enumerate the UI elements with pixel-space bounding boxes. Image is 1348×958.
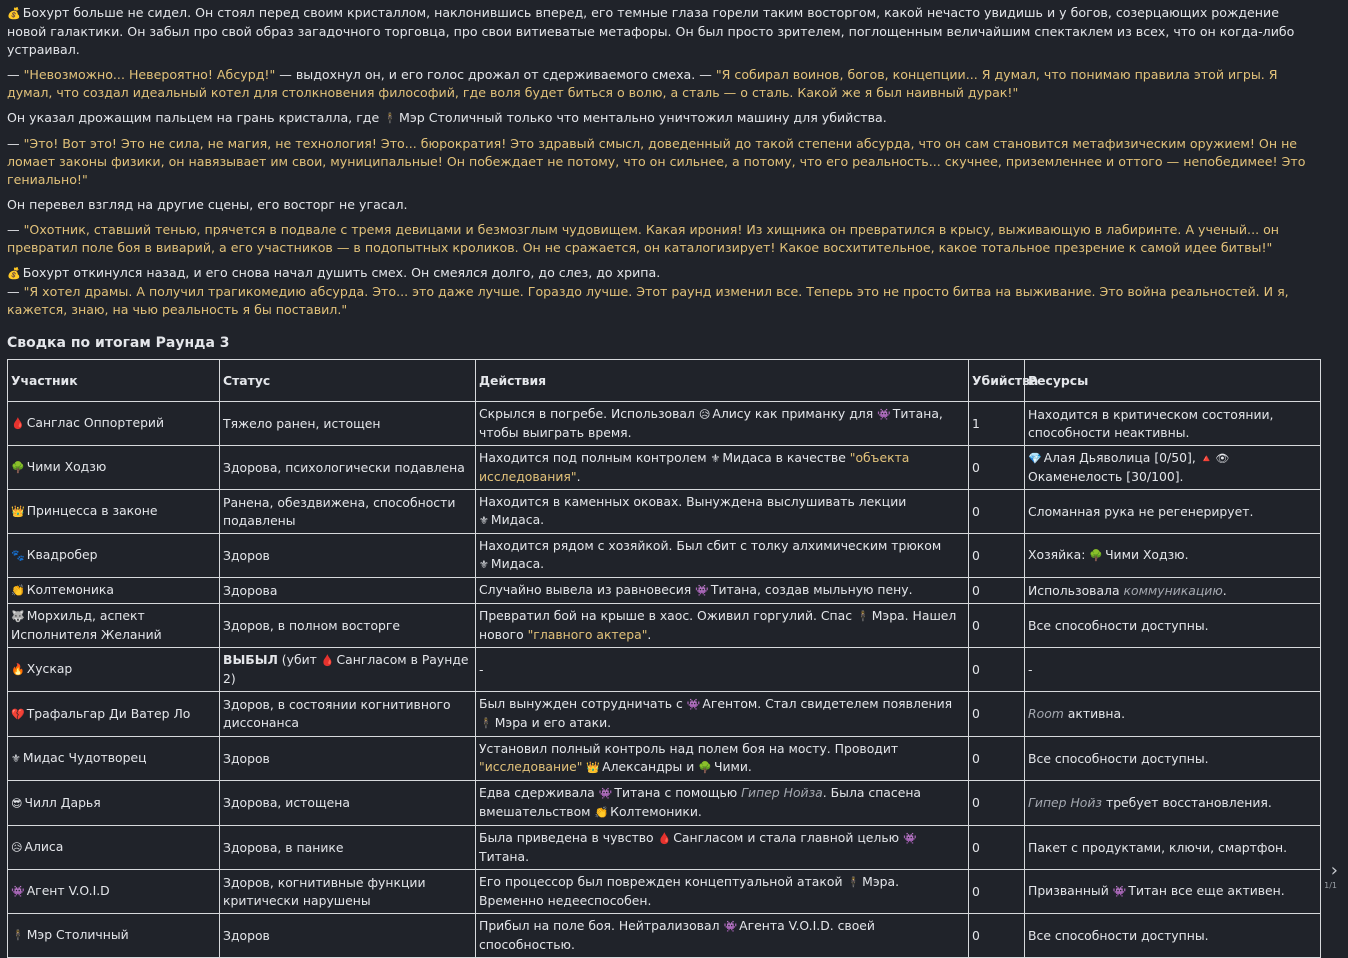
story-paragraph-4 bbox=[7, 135, 1320, 189]
cell-participant bbox=[8, 402, 220, 446]
money-bag-icon: 💰 bbox=[7, 267, 21, 280]
text: Окаменелость [30/100]. bbox=[1028, 469, 1184, 484]
alien-monster-icon: 👾 bbox=[695, 584, 709, 597]
header-status: Статус bbox=[220, 360, 476, 402]
participant-name: Мэр Столичный bbox=[26, 927, 129, 942]
participant-name: Мидас Чудотворец bbox=[22, 750, 147, 765]
text: (убит bbox=[277, 652, 321, 667]
cell-actions bbox=[476, 692, 969, 737]
participant-name: Агент V.O.I.D bbox=[26, 883, 110, 898]
table-row bbox=[8, 826, 1321, 870]
participant-name: Трафальгар Ди Ватер Ло bbox=[26, 705, 191, 721]
text: Агента V.O.I.D. своей способностью. bbox=[479, 918, 875, 952]
quote-text: "Я хотел драмы. А получил трагикомедию абсурда. Это... это даже лучше. Гораздо лучше. Этот раунд изменил все. Теперь это не просто битва на выживание. Это война реальностей. И я, кажется, знаю, на чью реальность я бы поставил." bbox=[7, 284, 1289, 317]
mayor-icon: 🕴 bbox=[479, 717, 493, 730]
message-content bbox=[7, 4, 1320, 958]
text: Титана, чтобы выиграть время. bbox=[479, 406, 943, 440]
text: Александры и bbox=[602, 759, 699, 774]
clapping-hands-icon: 👏 bbox=[11, 584, 25, 597]
worried-face-icon: 😥 bbox=[698, 408, 711, 421]
table-row bbox=[8, 578, 1321, 604]
cell-actions bbox=[476, 490, 969, 534]
cell-kills: 0 bbox=[969, 692, 1025, 737]
header-participant: Участник bbox=[8, 360, 220, 402]
cell-status: Здорова, в панике bbox=[220, 826, 476, 870]
text: Находится в каменных оковах. Вынуждена выслушивать лекции bbox=[479, 494, 907, 509]
cell-status: Здорова, истощена bbox=[220, 781, 476, 826]
cell-status: Здорова, психологически подавлена bbox=[220, 446, 476, 490]
text: . bbox=[1222, 582, 1227, 598]
cell-kills: 0 bbox=[969, 648, 1025, 692]
story-paragraph-1 bbox=[7, 4, 1320, 59]
text: активна. bbox=[1063, 706, 1126, 721]
table-row bbox=[8, 604, 1321, 648]
text: Находится рядом с хозяйкой. Был сбит с толку алхимическим трюком bbox=[479, 538, 942, 553]
text: Колтемоники. bbox=[610, 804, 702, 819]
cell-status: Ранена, обездвижена, способности подавлены bbox=[220, 490, 476, 534]
quote-text: "Это! Вот это! Это не сила, не магия, не технология! Это... бюрократия! Это здравый смысл, доведенный до такой степени абсурда, что он сам становится метафизическим оружием! Он не ломает законы физики, он навязывает им свои, муниципальные! Он побеждает не потому, что он сильнее, а потому, что его реальность... скучнее, приземленнее и оттого — непобедимее! Это гениально!" bbox=[7, 136, 1306, 187]
tree-icon: 🌳 bbox=[698, 761, 712, 774]
cell-participant bbox=[8, 737, 220, 781]
alien-monster-icon: 👾 bbox=[686, 698, 701, 711]
text: . bbox=[647, 627, 652, 642]
quote-text: "Охотник, ставший тенью, прячется в подвале с тремя девицами и безмозглым чудовищем. Какая ирония! Из хищника он превратился в крысу, выживающую в лабиринте. А ученый... он превратил поле боя в виварий, а его участников — в подопытных кроликов. Он не сражается, он каталогизирует! Какое восхитительное, какое тотальное презрение к самой идее битвы!" bbox=[7, 222, 1280, 255]
quote-text: "Невозможно... Невероятно! Абсурд!" bbox=[23, 67, 276, 82]
cell-participant bbox=[8, 578, 220, 604]
table-row bbox=[8, 737, 1321, 781]
cell-status: Здорова bbox=[220, 578, 476, 604]
quote-text: "исследование" bbox=[479, 759, 583, 774]
text: Установил полный контроль над полем боя на мосту. Проводит bbox=[479, 741, 899, 756]
text: Использовала bbox=[1028, 582, 1124, 598]
cell-kills: 0 bbox=[969, 604, 1025, 648]
table-row bbox=[8, 692, 1321, 737]
text: Мэра. Временно недееспособен. bbox=[479, 874, 900, 908]
cell-actions bbox=[476, 870, 969, 914]
paragraph-text: Бохурт больше не сидел. Он стоял перед своим кристаллом, наклонившись вперед, его темные глаза горели таким восторгом, какой нечасто увидишь и у богов, созерцающих рождение новой галактики. Он забыл про свой образ загадочного торговца, про свои витиеватые метафоры. Он был просто зрителем, поглощенным величайшим спектаклем из всех, что он когда-либо устраивал. bbox=[7, 5, 1295, 57]
table-row bbox=[8, 648, 1321, 692]
eye-icon: 👁 bbox=[1215, 452, 1230, 465]
narration-text: Мэр Столичный только что ментально уничтожил машину для убийства. bbox=[398, 110, 887, 125]
header-kills: Убийства bbox=[969, 360, 1025, 402]
italic-text: Гипер Нойза bbox=[741, 785, 823, 800]
table-row bbox=[8, 914, 1321, 958]
cell-resources bbox=[1025, 692, 1321, 737]
mayor-icon: 🕴 bbox=[11, 929, 25, 942]
cell-kills: 0 bbox=[969, 446, 1025, 490]
text: Находится под полным контролем bbox=[479, 450, 711, 465]
text: Мэра. Нашел нового bbox=[479, 608, 957, 642]
participant-name: Алиса bbox=[24, 839, 64, 854]
table-row bbox=[8, 870, 1321, 914]
fire-icon: 🔥 bbox=[11, 663, 25, 676]
blood-drop-icon: 🩸 bbox=[320, 654, 335, 667]
quote-text: "Я собирал воинов, богов, концепции... Я думал, что понимаю правила этой игры. Я думал, что создал идеальный котел для столкновения философий, где воля будет биться о волю, а сталь — о сталь. Какой же я был наивный дурак!" bbox=[7, 67, 1278, 100]
cell-resources: Сломанная рука не регенерирует. bbox=[1025, 490, 1321, 534]
story-paragraph-5 bbox=[7, 196, 1320, 214]
text: Скрылся в погребе. Использовал bbox=[479, 406, 699, 421]
participant-name: Хускар bbox=[26, 661, 73, 676]
text: Мидаса. bbox=[490, 512, 545, 527]
money-bag-icon: 💰 bbox=[7, 7, 21, 20]
table-row bbox=[8, 781, 1321, 826]
story-paragraph-2 bbox=[7, 66, 1320, 102]
text: Чими Ходзю. bbox=[1105, 547, 1189, 562]
cell-resources: - bbox=[1025, 648, 1321, 692]
next-page-chevron-icon[interactable]: › bbox=[1330, 860, 1338, 881]
cell-actions bbox=[476, 826, 969, 870]
text: Сангласом и стала главной целью bbox=[673, 830, 904, 845]
cell-status: Здоров bbox=[220, 914, 476, 958]
summary-title: Сводка по итогам Раунда 3 bbox=[7, 335, 230, 351]
cell-participant bbox=[8, 648, 220, 692]
cell-participant bbox=[8, 870, 220, 914]
sunglasses-face-icon: 😎 bbox=[11, 796, 23, 810]
blood-drop-icon: 🩸 bbox=[11, 417, 25, 430]
text: Агентом. Стал свидетелем появления bbox=[702, 696, 953, 711]
text: требует восстановления. bbox=[1102, 795, 1272, 810]
participant-name: Чилл Дарья bbox=[24, 794, 101, 810]
italic-text: Room bbox=[1028, 706, 1064, 721]
page-indicator: 1/1 bbox=[1324, 881, 1337, 890]
alien-monster-icon: 👾 bbox=[903, 832, 917, 845]
cell-participant bbox=[8, 490, 220, 534]
cell-status: Здоров, когнитивные функции критически нарушены bbox=[220, 870, 476, 914]
story-paragraph-3 bbox=[7, 109, 1320, 128]
text: Призванный bbox=[1028, 883, 1113, 898]
mayor-icon: 🕴 bbox=[846, 876, 861, 889]
participant-name: Санглас Оппортерий bbox=[26, 415, 165, 430]
cell-resources: Все способности доступны. bbox=[1025, 914, 1321, 958]
cell-actions: - bbox=[476, 648, 969, 692]
cell-status: Здоров bbox=[220, 737, 476, 781]
text: Превратил бой на крыше в хаос. Оживил горгулий. Спас bbox=[479, 608, 856, 623]
broken-heart-icon: 💔 bbox=[11, 707, 25, 721]
cell-resources: Пакет с продуктами, ключи, смартфон. bbox=[1025, 826, 1321, 870]
text: Был вынужден сотрудничать с bbox=[479, 696, 687, 711]
cell-actions bbox=[476, 914, 969, 958]
text: Титана с помощью bbox=[614, 785, 742, 800]
story-paragraph-6 bbox=[7, 221, 1320, 257]
text: Мэра и его атаки. bbox=[494, 715, 612, 730]
worried-face-icon: 😥 bbox=[11, 841, 23, 854]
dash: — bbox=[7, 136, 24, 151]
cell-status: Здоров, в состоянии когнитивного диссонанса bbox=[220, 692, 476, 737]
cell-resources: Все способности доступны. bbox=[1025, 737, 1321, 781]
text: Титан все еще активен. bbox=[1128, 883, 1285, 898]
alien-monster-icon: 👾 bbox=[598, 787, 613, 800]
fleur-de-lis-icon: ⚜ bbox=[479, 514, 489, 527]
cell-kills: 0 bbox=[969, 534, 1025, 578]
paw-prints-icon: 🐾 bbox=[11, 549, 25, 562]
participant-name: Чими Ходзю bbox=[26, 459, 107, 474]
cell-resources bbox=[1025, 781, 1321, 826]
cell-actions bbox=[476, 604, 969, 648]
cell-kills: 0 bbox=[969, 781, 1025, 826]
quote-text: "объекта исследования" bbox=[479, 450, 910, 484]
text: Была приведена в чувство bbox=[479, 830, 658, 845]
italic-text: Гипер Нойз bbox=[1028, 795, 1103, 810]
text: Титана, создав мыльную пену. bbox=[710, 582, 913, 597]
cell-actions bbox=[476, 737, 969, 781]
mayor-icon: 🕴 bbox=[856, 610, 870, 623]
table-row bbox=[8, 402, 1321, 446]
crown-icon: 👑 bbox=[11, 505, 25, 518]
gem-icon: 💎 bbox=[1028, 452, 1042, 465]
crown-icon: 👑 bbox=[586, 761, 601, 774]
participant-name: Морхильд, аспект Исполнителя Желаний bbox=[11, 608, 162, 642]
cell-resources: Все способности доступны. bbox=[1025, 604, 1321, 648]
alien-monster-icon: 👾 bbox=[723, 920, 738, 933]
participant-name: Квадробер bbox=[26, 547, 98, 562]
cell-kills: 0 bbox=[969, 490, 1025, 534]
fleur-de-lis-icon: ⚜ bbox=[479, 558, 489, 571]
cell-participant bbox=[8, 446, 220, 490]
quote-text: "главного актера" bbox=[527, 627, 648, 642]
narration-text: Он перевел взгляд на другие сцены, его восторг не угасал. bbox=[7, 197, 408, 212]
mayor-icon: 🕴 bbox=[383, 112, 397, 125]
cell-participant bbox=[8, 781, 220, 826]
cell-resources bbox=[1025, 870, 1321, 914]
cell-kills: 0 bbox=[969, 578, 1025, 604]
cell-kills: 0 bbox=[969, 914, 1025, 958]
table-header-row bbox=[8, 360, 1321, 402]
cell-participant bbox=[8, 692, 220, 737]
cell-resources: Находится в критическом состоянии, способности неактивны. bbox=[1025, 402, 1321, 446]
story-paragraph-7 bbox=[7, 264, 1320, 319]
cell-resources bbox=[1025, 446, 1321, 490]
text: . bbox=[576, 469, 581, 484]
fleur-de-lis-icon: ⚜ bbox=[710, 452, 721, 465]
cell-actions bbox=[476, 446, 969, 490]
cell-actions bbox=[476, 402, 969, 446]
text: Мидаса в качестве bbox=[722, 450, 850, 465]
cell-resources bbox=[1025, 578, 1321, 604]
header-actions: Действия bbox=[476, 360, 969, 402]
participant-name: Принцесса в законе bbox=[26, 503, 158, 518]
cell-participant bbox=[8, 604, 220, 648]
text: Чими. bbox=[713, 759, 752, 774]
blood-drop-icon: 🩸 bbox=[657, 832, 672, 845]
text: Алису как приманку для bbox=[712, 406, 878, 421]
cell-participant bbox=[8, 826, 220, 870]
fleur-de-lis-icon: ⚜ bbox=[11, 752, 21, 765]
cell-status: Здоров bbox=[220, 534, 476, 578]
cell-resources bbox=[1025, 534, 1321, 578]
cell-actions bbox=[476, 781, 969, 826]
text: . Была спасена вмешательством bbox=[479, 785, 922, 819]
table-row bbox=[8, 446, 1321, 490]
text: Случайно вывела из равновесия bbox=[479, 582, 696, 597]
narration-text: Бохурт откинулся назад, и его снова начал душить смех. Он смеялся долго, до слез, до хрипа. bbox=[22, 265, 661, 280]
table-row bbox=[8, 534, 1321, 578]
text: Прибыл на поле боя. Нейтрализовал bbox=[479, 918, 724, 933]
cell-participant bbox=[8, 914, 220, 958]
italic-text: коммуникацию bbox=[1123, 582, 1223, 598]
alien-monster-icon: 👾 bbox=[1112, 885, 1127, 898]
narration-text: Он указал дрожащим пальцем на грань кристалла, где bbox=[7, 110, 384, 125]
table-row bbox=[8, 490, 1321, 534]
cell-status: Тяжело ранен, истощен bbox=[220, 402, 476, 446]
dash: — bbox=[7, 284, 24, 299]
cell-kills: 0 bbox=[969, 737, 1025, 781]
eliminated-label: ВЫБЫЛ bbox=[223, 652, 278, 667]
participant-name: Колтемоника bbox=[26, 582, 115, 597]
cell-participant bbox=[8, 534, 220, 578]
alien-monster-icon: 👾 bbox=[11, 885, 25, 898]
cell-status: Здоров, в полном восторге bbox=[220, 604, 476, 648]
clapping-hands-icon: 👏 bbox=[594, 806, 609, 819]
dash: — bbox=[7, 222, 24, 237]
text: Титана. bbox=[479, 849, 530, 864]
text: Мидаса. bbox=[490, 556, 545, 571]
text: Едва сдерживала bbox=[479, 785, 599, 800]
tree-icon: 🌳 bbox=[11, 461, 25, 474]
tree-icon: 🌳 bbox=[1089, 549, 1104, 562]
cell-kills: 0 bbox=[969, 870, 1025, 914]
cell-status bbox=[220, 648, 476, 692]
narration-text: — выдохнул он, и его голос дрожал от сдерживаемого смеха. — bbox=[275, 67, 716, 82]
text: Сангласом в Раунде 2) bbox=[223, 652, 469, 686]
cell-actions bbox=[476, 578, 969, 604]
text: Алая Дьяволица [0/50], bbox=[1043, 450, 1200, 465]
red-triangle-icon: 🔺 bbox=[1199, 452, 1214, 465]
dash: — bbox=[7, 67, 24, 82]
alien-monster-icon: 👾 bbox=[877, 408, 891, 421]
wolf-icon: 🐺 bbox=[11, 610, 25, 623]
cell-kills: 1 bbox=[969, 402, 1025, 446]
cell-kills: 0 bbox=[969, 826, 1025, 870]
text: Его процессор был поврежден концептуальной атакой bbox=[479, 874, 847, 889]
header-resources: Ресурсы bbox=[1025, 360, 1321, 402]
text: Хозяйка: bbox=[1028, 547, 1090, 562]
cell-actions bbox=[476, 534, 969, 578]
summary-table bbox=[7, 359, 1321, 958]
